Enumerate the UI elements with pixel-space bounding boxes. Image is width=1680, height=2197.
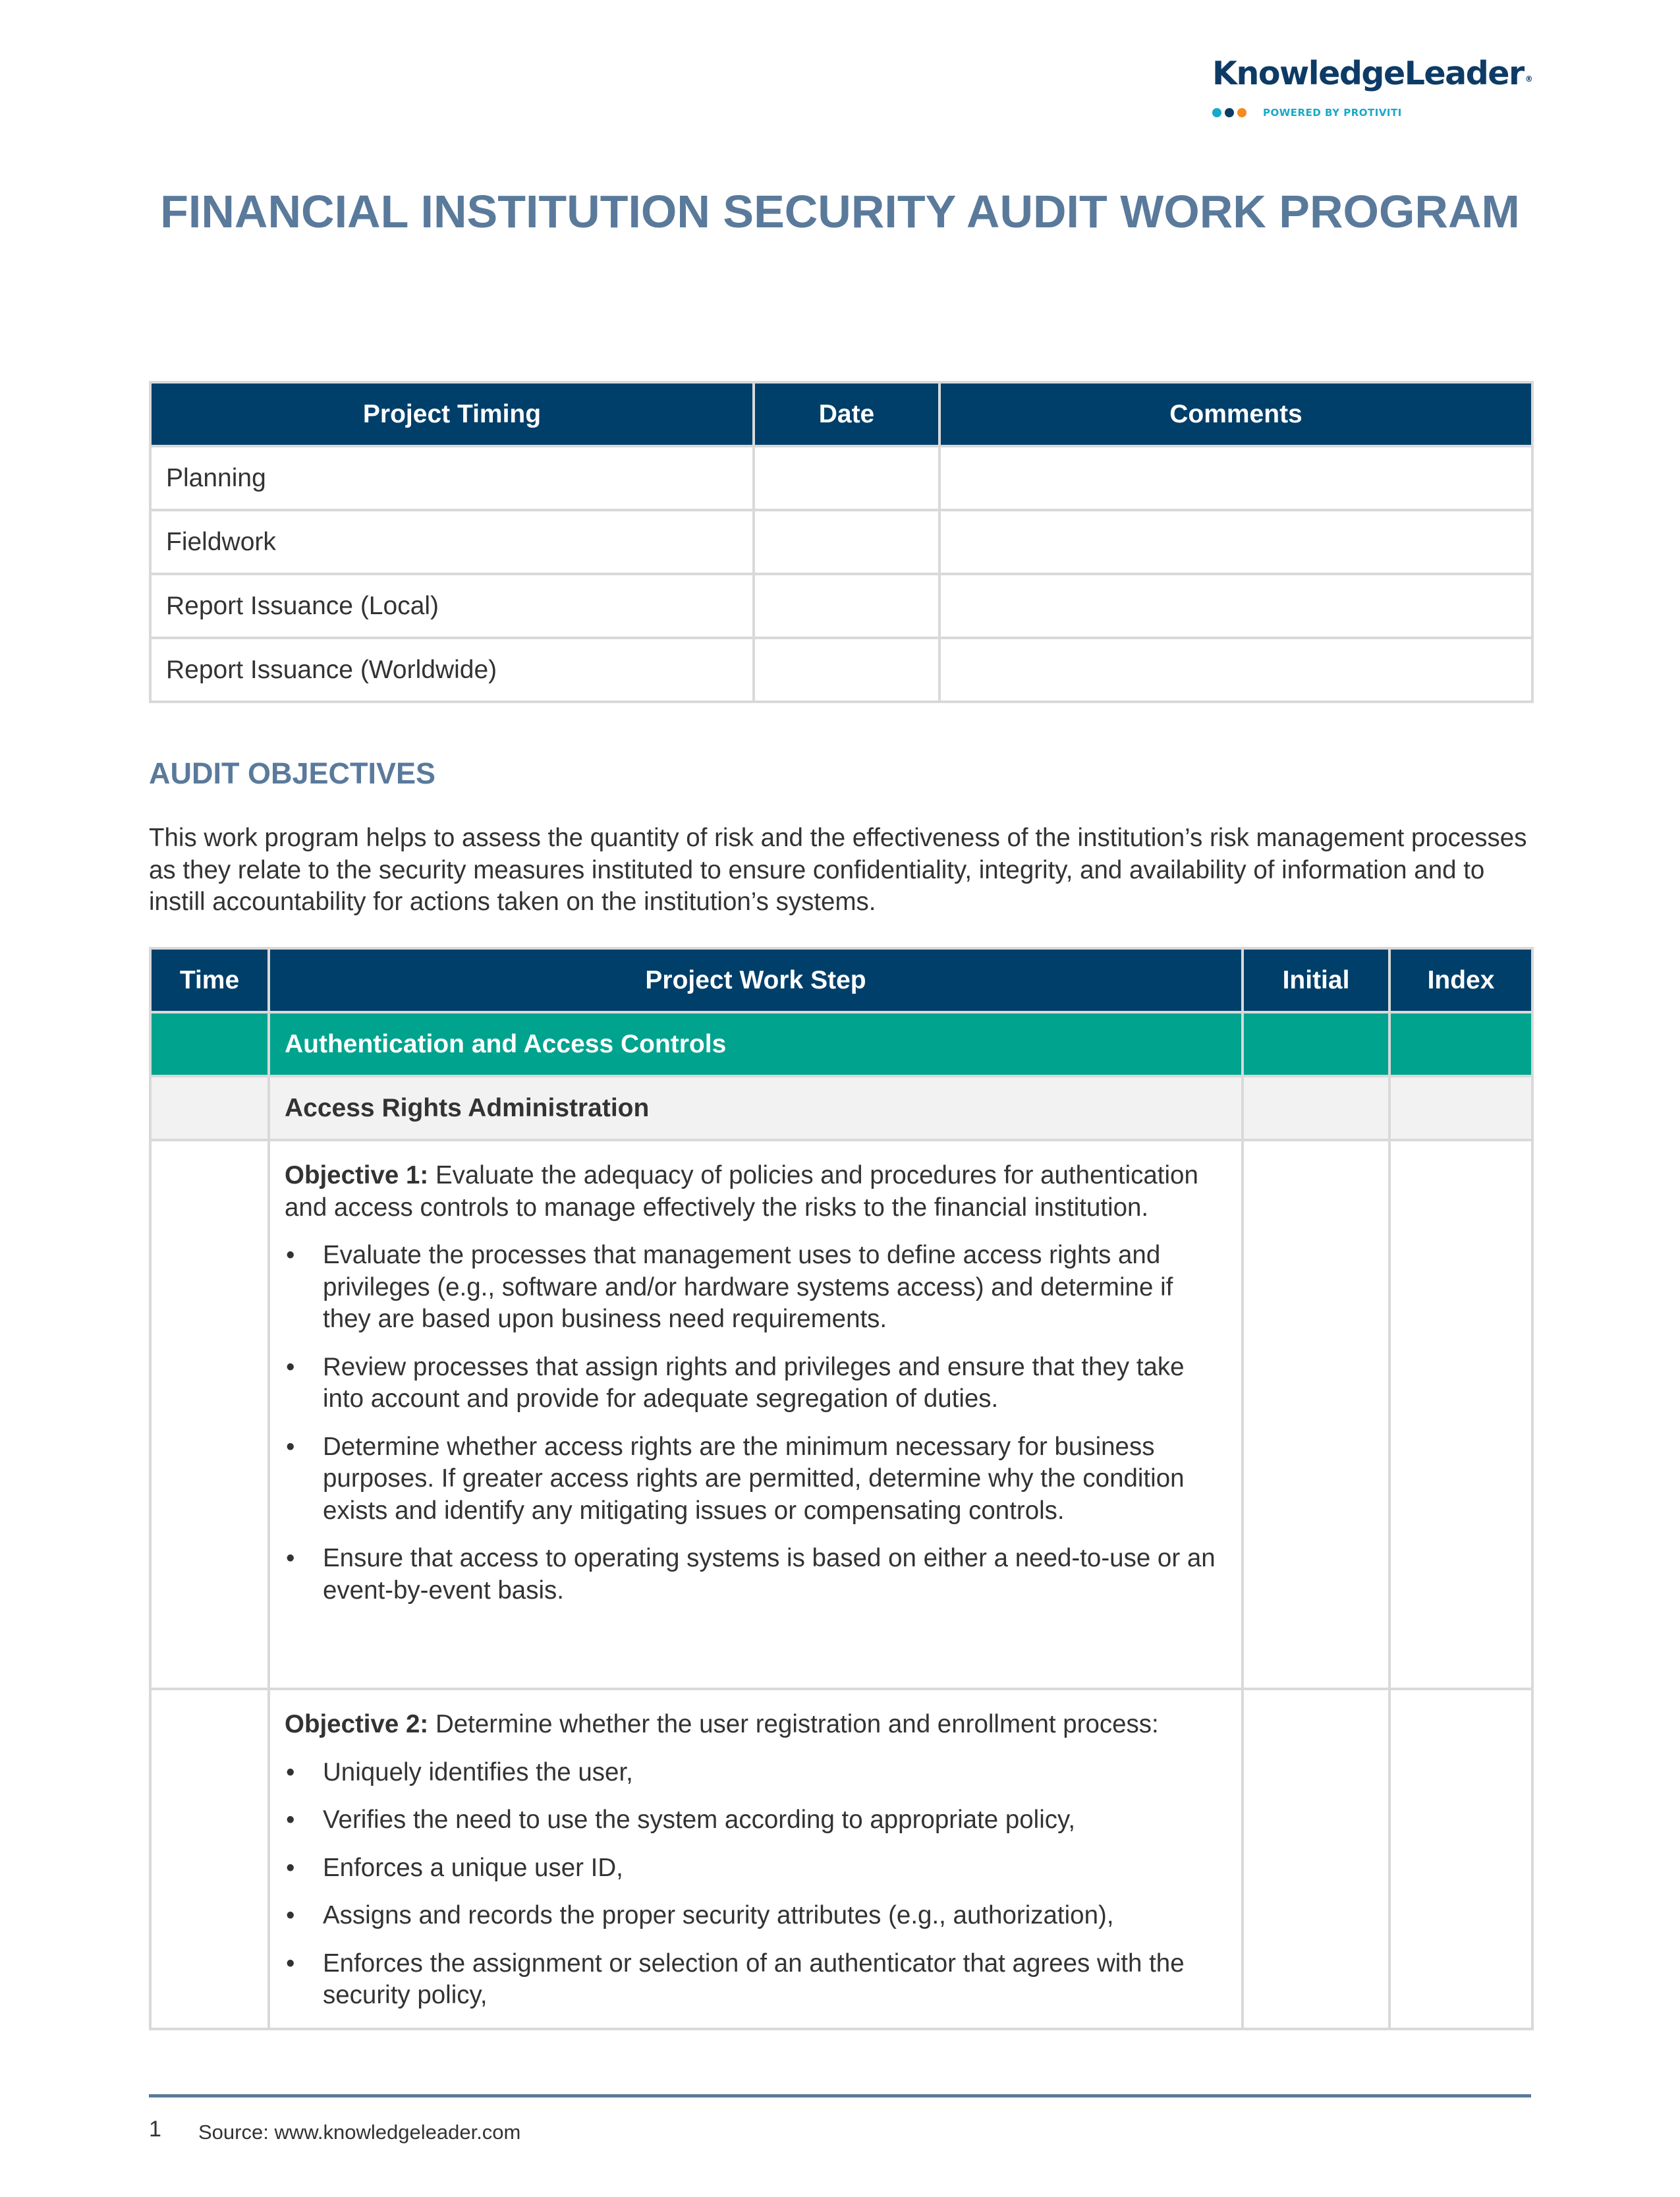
logo-tagline: POWERED BY PROTIVITI [1263,107,1402,119]
logo-wordmark [1212,54,1542,94]
time-cell[interactable] [150,1076,269,1140]
objective-2-statement [285,1709,1227,1741]
logo-tagline-row [1212,107,1542,119]
timing-row [150,510,1532,574]
steps-header-row [150,948,1532,1012]
list-item [285,1431,1227,1527]
bullet-icon: • [286,1853,295,1882]
date-cell[interactable] [754,446,939,510]
bullet-icon: • [286,1241,295,1269]
initial-cell[interactable] [1243,1689,1389,2029]
subsection-row [150,1076,1532,1140]
time-cell[interactable] [150,1140,269,1689]
objective-label: Objective 2: [285,1710,429,1738]
timing-row [150,638,1532,702]
phase-cell: Report Issuance (Worldwide) [150,638,754,702]
initial-cell[interactable] [1243,1140,1389,1689]
comments-cell[interactable] [939,574,1532,638]
index-cell[interactable] [1389,1689,1532,2029]
objective-text: Determine whether the user registration and enrollment process: [428,1710,1159,1738]
work-steps-table [149,947,1534,2030]
list-item [285,1352,1227,1415]
step-text: Uniquely identifies the user, [323,1757,633,1786]
initial-cell[interactable] [1243,1012,1389,1076]
step-text: Assigns and records the proper security attributes (e.g., authorization), [323,1901,1114,1929]
time-cell[interactable] [150,1012,269,1076]
list-item [285,1900,1227,1932]
section-title: Authentication and Access Controls [269,1012,1243,1076]
date-cell[interactable] [754,510,939,574]
subsection-title: Access Rights Administration [269,1076,1243,1140]
index-cell[interactable] [1389,1012,1532,1076]
section-row [150,1012,1532,1076]
list-item [285,1240,1227,1336]
source-link[interactable]: Source: www.knowledgeleader.com [198,2121,521,2144]
list-item [285,1543,1227,1607]
comments-cell[interactable] [939,638,1532,702]
objective-label: Objective 1: [285,1161,429,1189]
step-text: Evaluate the processes that management uses to define access rights and privileges (e.g., software and/or hardware systems access) and determine if they are based upon business need requirements. [323,1241,1173,1333]
objective-text: Evaluate the adequacy of policies and procedures for authentication and access controls to manage effectively the risks to the financial institution. [285,1161,1198,1222]
header-initial: Initial [1243,948,1389,1012]
objective-1-cell [269,1140,1243,1689]
header-project-work-step: Project Work Step [269,948,1243,1012]
header-time: Time [150,948,269,1012]
logo-wordmark-text: KnowledgeLeader [1212,55,1524,92]
bullet-icon: • [286,1544,295,1572]
dot-icon-orange [1237,108,1246,117]
audit-objectives-text: This work program helps to assess the quantity of risk and the effectiveness of the institution’s risk management processes as they relate to the security measures instituted to ensure confidentiality, integrity, and availability of information and to instill accountability for actions taken on the institution’s systems. [149,824,1527,916]
bullet-icon: • [286,1806,295,1834]
objective-1-steps [285,1240,1227,1607]
index-cell[interactable] [1389,1076,1532,1140]
audit-objectives-heading: AUDIT OBJECTIVES [149,756,436,790]
list-item [285,1804,1227,1837]
bullet-icon: • [286,1757,295,1786]
date-cell[interactable] [754,574,939,638]
timing-row [150,574,1532,638]
dot-icon-navy [1225,108,1234,117]
step-text: Review processes that assign rights and privileges and ensure that they take into account and provide for adequate segregation of duties. [323,1352,1185,1413]
header-index: Index [1389,948,1532,1012]
step-text: Verifies the need to use the system according to appropriate policy, [323,1806,1076,1834]
objective-row [150,1140,1532,1689]
comments-cell[interactable] [939,510,1532,574]
timing-row [150,446,1532,510]
step-text: Determine whether access rights are the minimum necessary for business purposes. If greater access rights are permitted, determine why the condition exists and identify any mitigating issues or compensating controls. [323,1432,1185,1525]
list-item [285,1852,1227,1885]
step-text: Enforces the assignment or selection of an authenticator that agrees with the security policy, [323,1949,1185,2009]
timing-header-row [150,382,1532,446]
phase-cell: Fieldwork [150,510,754,574]
time-cell[interactable] [150,1689,269,2029]
step-text: Ensure that access to operating systems is based on either a need-to-use or an event-by-event basis. [323,1544,1216,1605]
bullet-icon: • [286,1949,295,1978]
dot-icon-teal [1212,108,1221,117]
phase-cell: Report Issuance (Local) [150,574,754,638]
list-item [285,1757,1227,1789]
project-timing-table [149,381,1534,703]
date-cell[interactable] [754,638,939,702]
bullet-icon: • [286,1352,295,1381]
phase-cell: Planning [150,446,754,510]
header-date: Date [754,382,939,446]
bullet-icon: • [286,1901,295,1929]
header-project-timing: Project Timing [150,382,754,446]
initial-cell[interactable] [1243,1076,1389,1140]
objective-2-steps [285,1757,1227,2012]
header-comments: Comments [939,382,1532,446]
step-text: Enforces a unique user ID, [323,1853,623,1882]
objective-row [150,1689,1532,2029]
index-cell[interactable] [1389,1140,1532,1689]
objective-1-statement [285,1160,1227,1224]
registered-mark: ® [1525,74,1532,84]
footer-divider [149,2094,1531,2097]
list-item [285,1948,1227,2012]
comments-cell[interactable] [939,446,1532,510]
page-number: 1 [149,2117,161,2142]
knowledgeleader-logo [1212,54,1542,119]
bullet-icon: • [286,1432,295,1461]
document-title: FINANCIAL INSTITUTION SECURITY AUDIT WORK PROGRAM [160,186,1520,237]
objective-2-cell [269,1689,1243,2029]
